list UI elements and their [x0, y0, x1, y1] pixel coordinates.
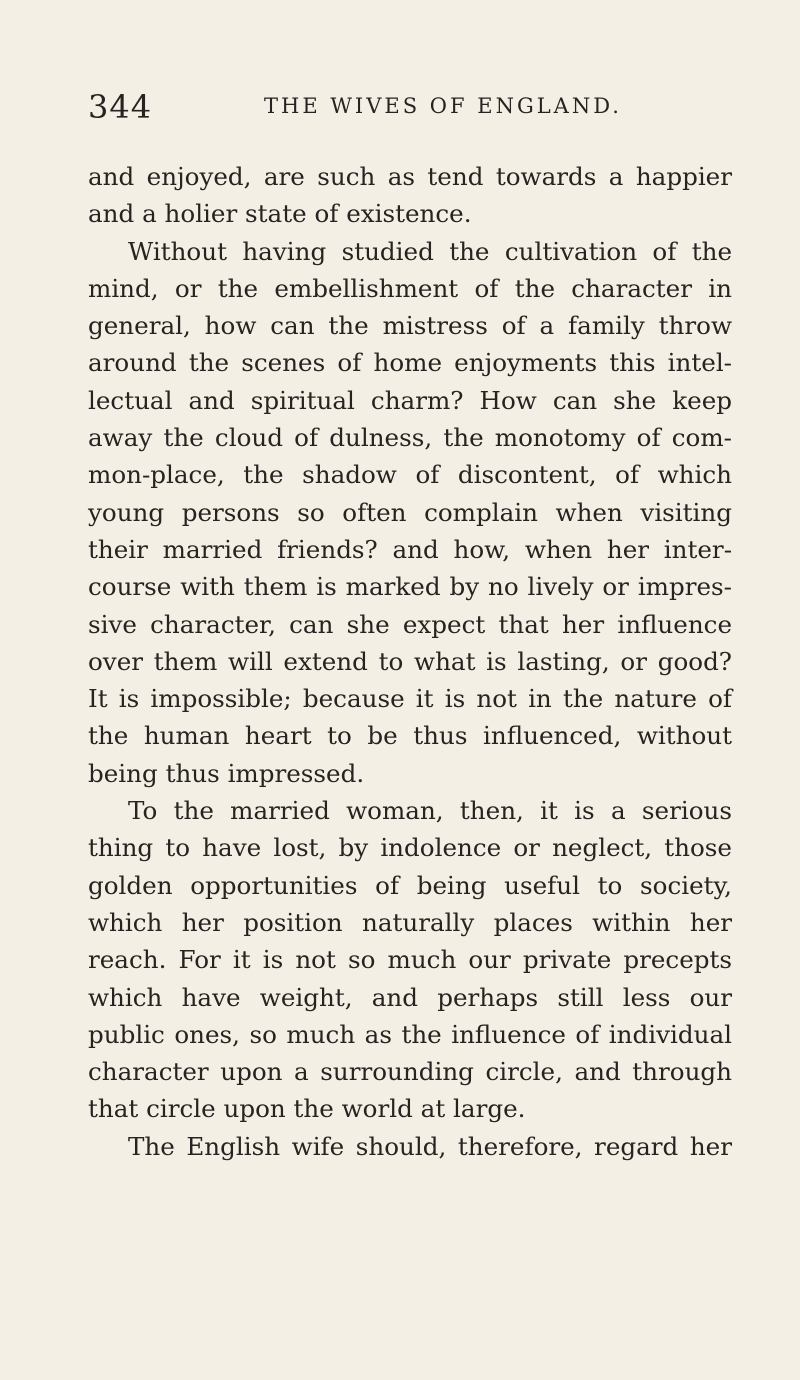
running-title: THE WIVES OF ENGLAND.: [264, 94, 622, 118]
page-header: [88, 88, 728, 132]
text-line: away the cloud of dulness, the monotomy of com-: [88, 423, 732, 453]
text-line: To the married woman, then, it is a serious: [128, 796, 732, 826]
text-line: their married friends? and how, when her inter-: [88, 534, 732, 564]
text-line: the human heart to be thus influenced, without: [88, 721, 732, 751]
text-line: golden opportunities of being useful to society,: [88, 870, 732, 900]
text-line: and a holier state of existence.: [88, 199, 472, 229]
text-line: general, how can the mistress of a family throw: [88, 311, 732, 341]
page-number: 344: [88, 88, 153, 126]
text-line: mon-place, the shadow of discontent, of which: [88, 460, 732, 490]
body-text: [88, 158, 732, 1165]
text-line: character upon a surrounding circle, and through: [88, 1057, 732, 1087]
text-line: and enjoyed, are such as tend towards a happier: [88, 162, 732, 191]
text-line: over them will extend to what is lasting, or good?: [88, 646, 732, 676]
text-line: mind, or the embellishment of the character in: [88, 273, 732, 303]
text-line: Without having studied the cultivation of the: [128, 236, 732, 266]
text-line: young persons so often complain when visiting: [88, 497, 732, 527]
text-line: lectual and spiritual charm? How can she keep: [88, 385, 732, 415]
text-line: that circle upon the world at large.: [88, 1094, 526, 1124]
text-line: reach. For it is not so much our private precepts: [88, 945, 732, 975]
text-line: course with them is marked by no lively or impres-: [88, 572, 732, 602]
text-line: public ones, so much as the influence of individual: [88, 1019, 732, 1049]
text-line: The English wife should, therefore, regard her: [128, 1131, 732, 1161]
text-line: sive character, can she expect that her influence: [88, 609, 732, 639]
text-line: around the scenes of home enjoyments this intel-: [88, 348, 732, 378]
text-line: being thus impressed.: [88, 758, 365, 788]
text-line: It is impossible; because it is not in the nature of: [88, 684, 732, 714]
text-line: which have weight, and perhaps still less our: [88, 982, 732, 1012]
text-line: thing to have lost, by indolence or neglect, those: [88, 833, 732, 863]
text-line: which her position naturally places within her: [88, 907, 732, 937]
